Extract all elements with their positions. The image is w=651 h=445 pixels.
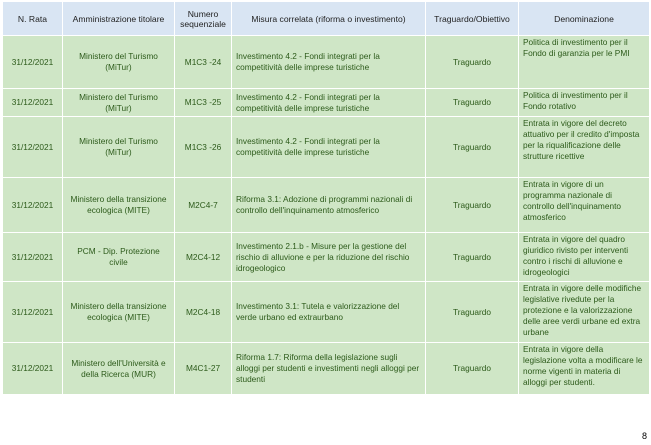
cell-numero: M2C4-18 (175, 282, 232, 343)
table-header-row (3, 2, 650, 36)
cell-amministrazione: Ministero del Turismo (MiTur) (63, 36, 175, 89)
table-row (3, 282, 650, 343)
cell-rata: 31/12/2021 (3, 343, 63, 395)
header-numero-sequenziale: Numero sequenziale (175, 2, 232, 36)
cell-numero: M4C1-27 (175, 343, 232, 395)
table-row (3, 343, 650, 395)
cell-misura: Investimento 2.1.b - Misure per la gestione del rischio di alluvione e per la riduzione del rischio idrogeologico (232, 233, 426, 282)
cell-tipo: Traguardo (426, 178, 519, 233)
milestones-table-container (2, 1, 650, 395)
cell-amministrazione: Ministero del Turismo (MiTur) (63, 117, 175, 178)
table-row (3, 89, 650, 117)
cell-amministrazione: Ministero del Turismo (MiTur) (63, 89, 175, 117)
table-row (3, 178, 650, 233)
table-row (3, 233, 650, 282)
table-row (3, 36, 650, 89)
cell-rata: 31/12/2021 (3, 282, 63, 343)
milestones-table (2, 1, 650, 395)
page-number: 8 (641, 431, 647, 441)
cell-misura: Riforma 3.1: Adozione di programmi nazionali di controllo dell'inquinamento atmosferico (232, 178, 426, 233)
cell-tipo: Traguardo (426, 282, 519, 343)
cell-numero: M2C4-7 (175, 178, 232, 233)
cell-tipo: Traguardo (426, 89, 519, 117)
cell-denominazione: Entrata in vigore del quadro giuridico rivisto per interventi contro i rischi di alluvione e idrogeologici (519, 233, 650, 282)
cell-numero: M1C3 -25 (175, 89, 232, 117)
cell-tipo: Traguardo (426, 343, 519, 395)
cell-misura: Investimento 4.2 - Fondi integrati per la competitività delle imprese turistiche (232, 117, 426, 178)
cell-amministrazione: Ministero dell'Università e della Ricerca (MUR) (63, 343, 175, 395)
cell-rata: 31/12/2021 (3, 178, 63, 233)
cell-misura: Investimento 3.1: Tutela e valorizzazione del verde urbano ed extraurbano (232, 282, 426, 343)
header-amministrazione: Amministrazione titolare (63, 2, 175, 36)
cell-rata: 31/12/2021 (3, 233, 63, 282)
cell-tipo: Traguardo (426, 117, 519, 178)
cell-denominazione: Entrata in vigore delle modifiche legislative rivedute per la protezione e la valorizzazione delle aree verdi urbane ed extra urbane (519, 282, 650, 343)
cell-denominazione: Entrata in vigore della legislazione volta a modificare le norme vigenti in materia di alloggi per studenti. (519, 343, 650, 395)
cell-denominazione: Entrata in vigore del decreto attuativo per il credito d'imposta per la riqualificazione delle strutture ricettive (519, 117, 650, 178)
header-rata: N. Rata (3, 2, 63, 36)
cell-numero: M2C4-12 (175, 233, 232, 282)
cell-denominazione: Politica di investimento per il Fondo rotativo (519, 89, 650, 117)
header-traguardo-obiettivo: Traguardo/Obiettivo (426, 2, 519, 36)
cell-misura: Investimento 4.2 - Fondi integrati per la competitività delle imprese turistiche (232, 36, 426, 89)
cell-amministrazione: Ministero della transizione ecologica (MITE) (63, 178, 175, 233)
header-denominazione: Denominazione (519, 2, 650, 36)
cell-tipo: Traguardo (426, 233, 519, 282)
cell-numero: M1C3 -24 (175, 36, 232, 89)
table-row (3, 117, 650, 178)
header-misura-correlata: Misura correlata (riforma o investimento) (232, 2, 426, 36)
cell-amministrazione: Ministero della transizione ecologica (MITE) (63, 282, 175, 343)
cell-denominazione: Politica di investimento per il Fondo di garanzia per le PMI (519, 36, 650, 89)
cell-rata: 31/12/2021 (3, 36, 63, 89)
cell-misura: Riforma 1.7: Riforma della legislazione sugli alloggi per studenti e investimenti negli alloggi per studenti (232, 343, 426, 395)
cell-tipo: Traguardo (426, 36, 519, 89)
cell-rata: 31/12/2021 (3, 117, 63, 178)
cell-misura: Investimento 4.2 - Fondi integrati per la competitività delle imprese turistiche (232, 89, 426, 117)
cell-rata: 31/12/2021 (3, 89, 63, 117)
cell-numero: M1C3 -26 (175, 117, 232, 178)
cell-amministrazione: PCM - Dip. Protezione civile (63, 233, 175, 282)
cell-denominazione: Entrata in vigore di un programma nazionale di controllo dell'inquinamento atmosferico (519, 178, 650, 233)
